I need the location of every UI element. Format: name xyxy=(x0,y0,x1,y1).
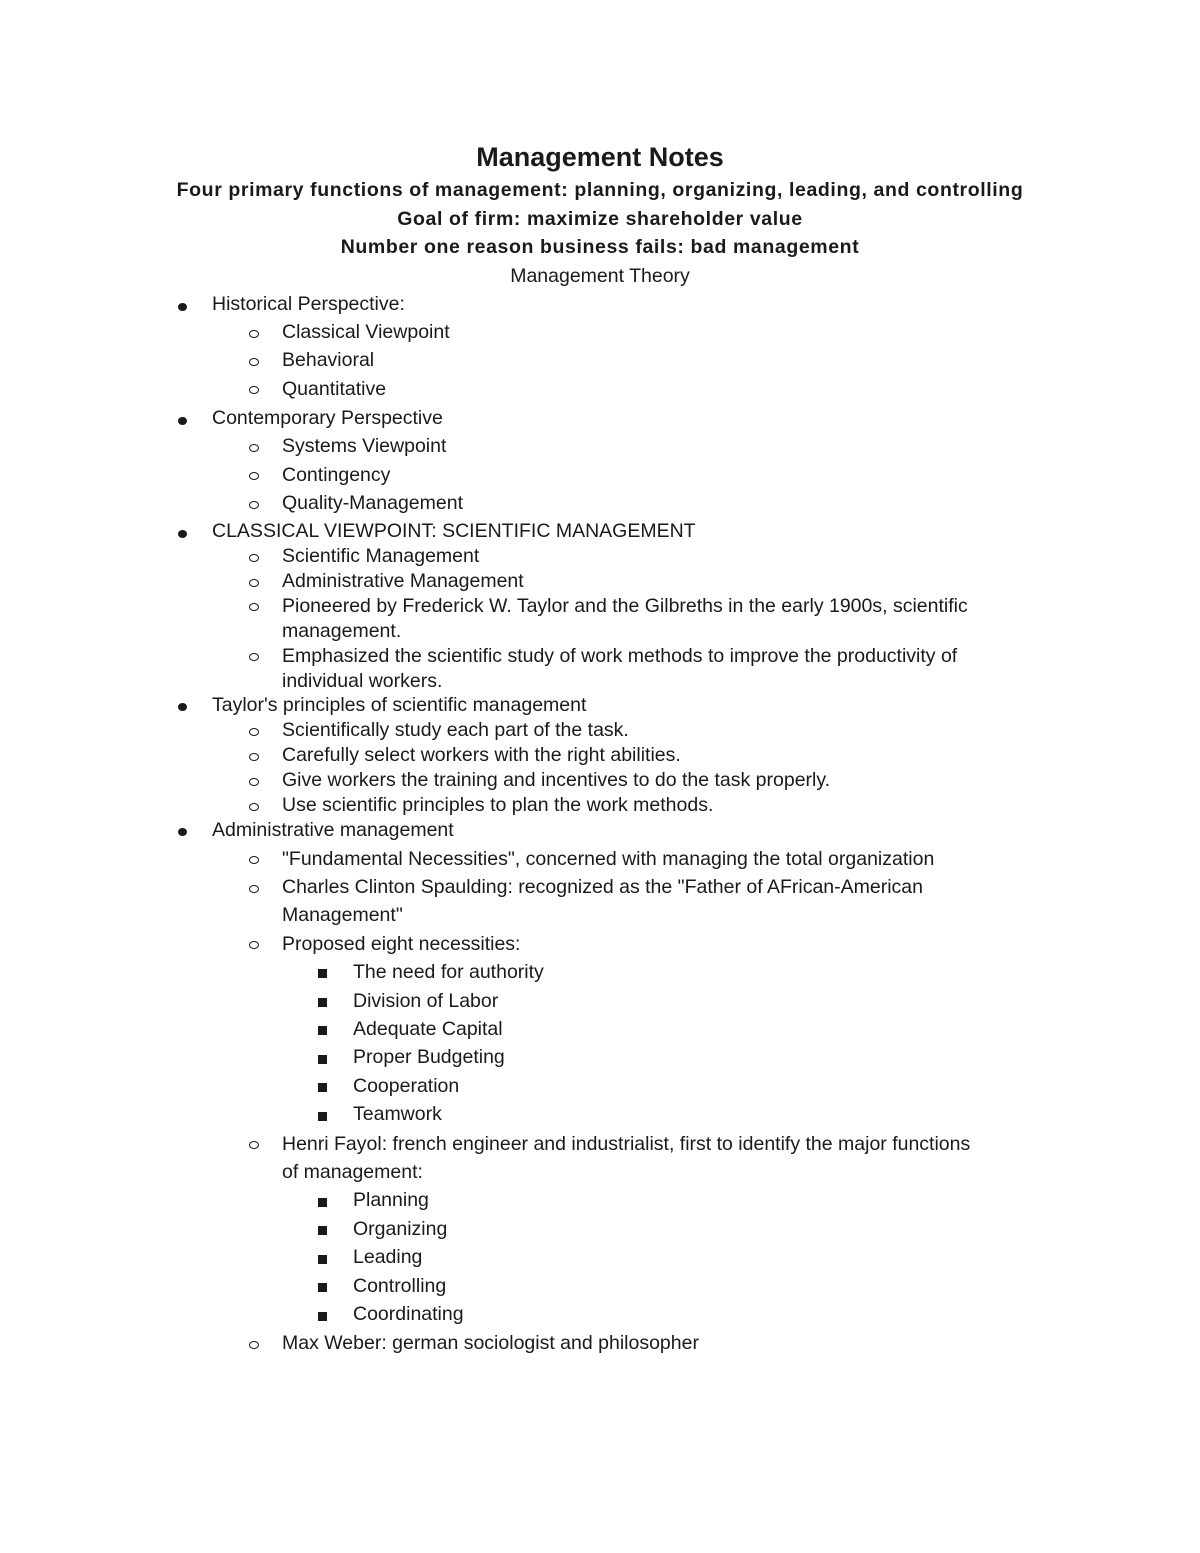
list-item: Historical Perspective: xyxy=(212,293,405,315)
filled-circle-bullet-icon xyxy=(178,303,187,311)
hollow-circle-bullet-icon xyxy=(249,885,259,893)
list-item: Quantitative xyxy=(282,378,387,400)
hollow-circle-bullet-icon xyxy=(249,728,259,736)
list-item: Planning xyxy=(353,1189,429,1211)
hollow-circle-bullet-icon xyxy=(249,803,259,811)
list-item: Carefully select workers with the right abilities. xyxy=(282,744,681,766)
square-bullet-icon xyxy=(318,1283,327,1292)
functions-summary: Four primary functions of management: planning, organizing, leading, and controlling xyxy=(176,179,1024,201)
filled-circle-bullet-icon xyxy=(178,417,187,425)
filled-circle-bullet-icon xyxy=(178,828,187,836)
firm-goal: Goal of firm: maximize shareholder value xyxy=(397,208,803,230)
square-bullet-icon xyxy=(318,1083,327,1092)
list-item: Quality-Management xyxy=(282,492,464,514)
list-item: Coordinating xyxy=(353,1303,464,1325)
list-item: Leading xyxy=(353,1246,423,1268)
list-item: Controlling xyxy=(353,1275,447,1297)
document-title: Management Notes xyxy=(476,142,724,172)
square-bullet-icon xyxy=(318,998,327,1007)
list-item: "Fundamental Necessities", concerned with managing the total organization xyxy=(282,848,935,870)
list-item-continuation: Management" xyxy=(282,904,403,926)
square-bullet-icon xyxy=(318,1255,327,1264)
list-item: Classical Viewpoint xyxy=(282,321,450,343)
filled-circle-bullet-icon xyxy=(178,703,187,711)
list-item-continuation: of management: xyxy=(282,1161,423,1183)
list-item: Use scientific principles to plan the work methods. xyxy=(282,794,714,816)
square-bullet-icon xyxy=(318,1112,327,1121)
list-item: Scientifically study each part of the task. xyxy=(282,719,629,741)
list-item: Behavioral xyxy=(282,349,375,371)
hollow-circle-bullet-icon xyxy=(249,501,259,509)
list-item: CLASSICAL VIEWPOINT: SCIENTIFIC MANAGEMENT xyxy=(212,520,696,542)
failure-reason: Number one reason business fails: bad management xyxy=(340,236,860,258)
hollow-circle-bullet-icon xyxy=(249,472,259,480)
list-item: Administrative management xyxy=(212,819,454,841)
square-bullet-icon xyxy=(318,1198,327,1207)
list-item-continuation: management. xyxy=(282,620,402,642)
list-item: Cooperation xyxy=(353,1075,460,1097)
list-item: Contemporary Perspective xyxy=(212,407,443,429)
list-item: Teamwork xyxy=(353,1103,442,1125)
hollow-circle-bullet-icon xyxy=(249,653,259,661)
list-item: Henri Fayol: french engineer and industrialist, first to identify the major functions xyxy=(282,1133,971,1155)
list-item: Proposed eight necessities: xyxy=(282,933,521,955)
hollow-circle-bullet-icon xyxy=(249,444,259,452)
list-item: Administrative Management xyxy=(282,570,524,592)
list-item: Emphasized the scientific study of work methods to improve the productivity of xyxy=(282,645,958,667)
section-title: Management Theory xyxy=(510,265,690,287)
list-item: Max Weber: german sociologist and philosopher xyxy=(282,1332,699,1354)
square-bullet-icon xyxy=(318,969,327,978)
list-item: Adequate Capital xyxy=(353,1018,503,1040)
list-item: Charles Clinton Spaulding: recognized as the "Father of AFrican-American xyxy=(282,876,923,898)
list-item: Organizing xyxy=(353,1218,448,1240)
square-bullet-icon xyxy=(318,1055,327,1064)
square-bullet-icon xyxy=(318,1312,327,1321)
list-item: Give workers the training and incentives to do the task properly. xyxy=(282,769,831,791)
hollow-circle-bullet-icon xyxy=(249,1141,259,1149)
hollow-circle-bullet-icon xyxy=(249,603,259,611)
list-item: Taylor's principles of scientific management xyxy=(212,694,587,716)
filled-circle-bullet-icon xyxy=(178,530,187,538)
list-item: Pioneered by Frederick W. Taylor and the Gilbreths in the early 1900s, scientific xyxy=(282,595,968,617)
hollow-circle-bullet-icon xyxy=(249,358,259,366)
hollow-circle-bullet-icon xyxy=(249,579,259,587)
list-item: Proper Budgeting xyxy=(353,1046,505,1068)
hollow-circle-bullet-icon xyxy=(249,330,259,338)
hollow-circle-bullet-icon xyxy=(249,1341,259,1349)
square-bullet-icon xyxy=(318,1226,327,1235)
list-item: Systems Viewpoint xyxy=(282,435,447,457)
hollow-circle-bullet-icon xyxy=(249,554,259,562)
hollow-circle-bullet-icon xyxy=(249,778,259,786)
square-bullet-icon xyxy=(318,1026,327,1035)
hollow-circle-bullet-icon xyxy=(249,856,259,864)
list-item: The need for authority xyxy=(353,961,544,983)
list-item: Division of Labor xyxy=(353,990,499,1012)
hollow-circle-bullet-icon xyxy=(249,386,259,394)
list-item-continuation: individual workers. xyxy=(282,670,443,692)
list-item: Contingency xyxy=(282,464,391,486)
hollow-circle-bullet-icon xyxy=(249,941,259,949)
list-item: Scientific Management xyxy=(282,545,480,567)
hollow-circle-bullet-icon xyxy=(249,753,259,761)
